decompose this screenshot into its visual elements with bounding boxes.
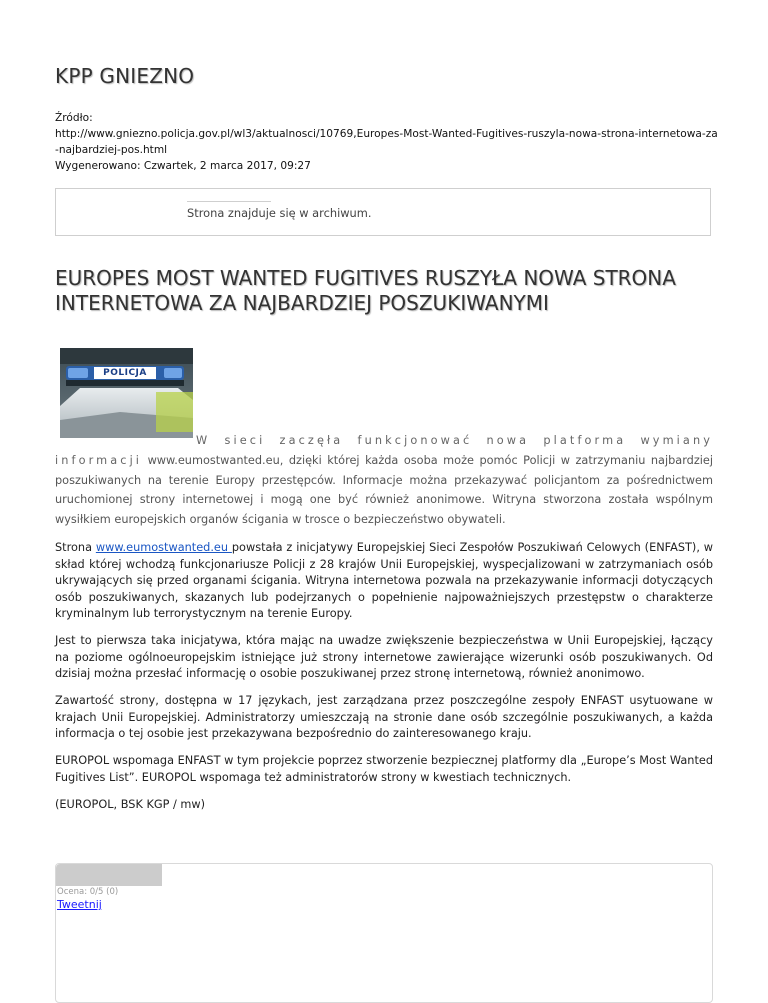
rating-stars[interactable] — [56, 864, 162, 886]
eumostwanted-link[interactable]: www.eumostwanted.eu — [95, 541, 232, 554]
paragraph-5: (EUROPOL, BSK KGP / mw) — [55, 797, 206, 811]
page-meta — [55, 110, 718, 174]
paragraph-4: EUROPOL wspomaga ENFAST w tym projekcie poprzez stworzenie bezpiecznej platformy dla „Europe’s Most Wanted Fugitives List”. EUROPOL wspomaga też administratorów strony w kwestiach technicznych. — [55, 754, 713, 784]
paragraph-1 — [55, 540, 713, 623]
police-sign-text: POLICJA — [103, 368, 147, 378]
source-url-line-1: http://www.gniezno.policja.gov.pl/wl3/aktualnosci/10769,Europes-Most-Wanted-Fugitives-ruszyla-nowa-strona-internetowa-za — [55, 128, 718, 140]
source-url-line-2: -najbardziej-pos.html — [55, 144, 168, 156]
paragraph-2: Jest to pierwsza taka inicjatywa, która mając na uwadze zwiększenie bezpieczeństwa w Unii Europejskiej, łączący na poziome ogólnoeuropejskim istniejące już strony internetowe zawierające wizerunki osób poszukiwanych. Od dzisiaj można przesłać informację o osobie poszukiwanej przez stronę internetową, również anonimowo. — [55, 634, 713, 680]
article-lead — [55, 431, 713, 530]
article-body — [55, 540, 713, 824]
lead-text: www.eumostwanted.eu, dzięki której każda osoba może pomóc Policji w zatrzymaniu najbardziej poszukiwanych na terenie Europy przestępców. Informacje można przekazywać policjantom za pośrednictwem uruchomionej strony internetowej i mogą one być również anonimowe. Witryna stworzona została wspólnym wysiłkiem europejskich organów ścigania w trosce o bezpieczeństwo obywateli. — [55, 453, 713, 527]
rating-share-box — [55, 863, 713, 1003]
generated-date: Wygenerowano: Czwartek, 2 marca 2017, 09:27 — [55, 160, 311, 172]
archive-notice: Strona znajduje się w archiwum. — [187, 206, 372, 220]
archive-notice-box — [55, 188, 711, 236]
police-car-image — [60, 348, 193, 438]
paragraph-1-start: Strona — [55, 541, 96, 554]
rating-label: Ocena: 0/5 (0) — [57, 887, 119, 897]
paragraph-1-rest: powstała z inicjatywy Europejskiej Sieci Zespołów Poszukiwań Celowych (ENFAST), w skład której wchodzą funkcjonariusze Policji z 28 krajów Unii Europejskiej, wyspecjalizowani w zatrzymaniach osób ukrywających się przed organami ścigania. Witryna internetowa pozwala na przekazywanie informacji dotyczących osób poszukiwanych, skazanych lub podejrzanych o popełnienie najpoważniejszych przestępstw o charakterze kryminalnym lub terrorystycznym na terenie Europy. — [55, 541, 713, 620]
lead-first-line: W sieci zaczęła funkcjonować nowa platforma wymiany informacji — [55, 434, 713, 467]
source-label: Źródło: — [55, 112, 93, 124]
police-car-photo — [60, 348, 193, 438]
paragraph-3: Zawartość strony, dostępna w 17 językach, jest zarządzana przez poszczególne zespoły ENFAST usytuowane w krajach Unii Europejskiej. Administratorzy umieszczają na stronie dane osób szczególnie poszukiwanych, a każda informacja o tej osobie jest przekazywana bezpośrednio do zainteresowanego kraju. — [55, 694, 713, 740]
site-title: KPP GNIEZNO — [55, 64, 195, 88]
archive-divider — [187, 201, 271, 202]
article-title: EUROPES MOST WANTED FUGITIVES RUSZYŁA NOWA STRONA INTERNETOWA ZA NAJBARDZIEJ POSZUKIWANYMI — [55, 266, 676, 315]
tweet-link[interactable]: Tweetnij — [57, 898, 102, 911]
